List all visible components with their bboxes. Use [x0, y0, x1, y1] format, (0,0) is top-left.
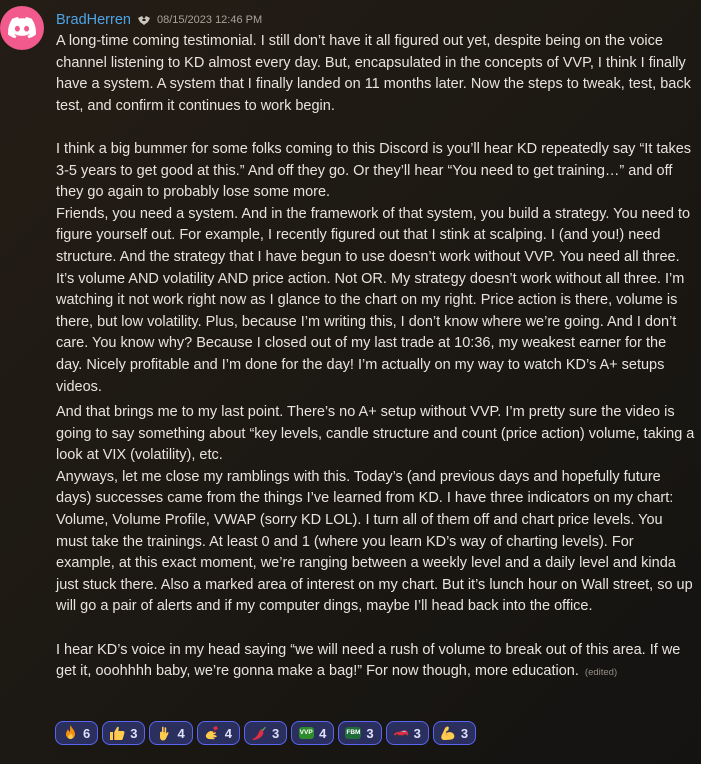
fbm-custom-emoji: FBM: [345, 725, 361, 741]
reactions-bar: [55, 721, 476, 745]
reaction-count: 6: [83, 725, 91, 741]
message-paragraph: Anyways, let me close my ramblings with this. Today’s (and previous days and hopefully future days) successes came from the things I’ve learned from KD. I have three indicators on my chart: Volume, Volume Profile, VWAP (sorry KD LOL). I turn all of them off and chart price levels. You must take the trainings. At least 0 and 1 (where you learn KD’s way of charting levels). For example, at this exact moment, we’re ranging between a weekly level and a daily level and kinda just stuck there. Also a marked area of interest on my chart. But it’s lunch hour on Wall street, so up will go a pair of alerts and if my computer dings, maybe I’ll head back into the office.: [56, 468, 693, 615]
thumbs-up-icon: [109, 725, 125, 741]
vvp-custom-emoji: VVP: [298, 725, 314, 741]
reaction-count: 4: [319, 725, 327, 741]
message-paragraph: A long-time coming testimonial. I still don’t have it all figured out yet, despite being on the voice channel listening to KD almost every day. But, encapsulated in the concepts of VVP, I think I finally have a system. A system that I finally landed on 11 months later. Now the steps to tweak, test, back test, and confirm it continues to work begin.: [56, 33, 691, 114]
message-paragraph: And that brings me to my last point. There’s no A+ setup without VVP. I’m pretty sure the video is going to say something about “key levels, candle structure and count (price action) volume, taking a look at VIX (volatility), etc.: [56, 404, 695, 464]
message-paragraph-text: I hear KD’s voice in my head saying “we will need a rush of volume to break out of this area. If we get it, ooohhhh baby, we’re gonna make a bag!” For now though, more education.: [56, 641, 681, 680]
nail-polish-icon: [204, 725, 220, 741]
flexed-biceps-icon: [440, 725, 456, 741]
reaction-count: 3: [130, 725, 138, 741]
user-badge-icon[interactable]: [137, 14, 151, 26]
message-paragraph: Friends, you need a system. And in the framework of that system, you build a strategy. You need to figure yourself out. For example, I recently figured out that I stink at scalping. I (and you!) need structure. And the strategy that I have begun to use doesn’t work without VVP. You need all three. It’s volume AND volatility AND price action. Not OR. My strategy doesn’t work without all three. I’m watching it not work right now as I glance to the chart on my right. Price action is there, volume is there, but low volatility. Plus, because I’m writing this, I don’t know where we’re going. And I don’t care. You know why? Because I closed out of my last trade at 10:36, my weakest earner for the day. Nicely profitable and I’m done for the day! I’m actually on my way to watch KD’s A+ setups videos.: [56, 205, 691, 395]
reaction-count: 3: [271, 725, 280, 741]
edited-label: (edited): [584, 667, 618, 679]
reaction-count: 3: [460, 725, 469, 741]
reaction-count: 3: [366, 725, 374, 741]
discord-logo-icon: [8, 17, 36, 39]
reaction-crossed-fingers[interactable]: [149, 721, 192, 745]
chili-pepper-icon: [251, 725, 267, 741]
message-timestamp: 08/15/2023 12:46 PM: [156, 14, 263, 26]
reaction-nail-polish[interactable]: [197, 721, 240, 745]
reaction-fbm[interactable]: [338, 721, 381, 745]
message-content: [56, 31, 696, 684]
reaction-red-sports-car[interactable]: [386, 721, 429, 745]
reaction-count: 4: [177, 725, 185, 741]
reaction-flexed-biceps[interactable]: [433, 721, 476, 745]
crossed-fingers-icon: [156, 725, 172, 741]
fire-icon: [62, 725, 78, 741]
reaction-thumbs-up[interactable]: [102, 721, 145, 745]
reaction-fire[interactable]: [55, 721, 98, 745]
username[interactable]: BradHerren: [56, 12, 131, 28]
reaction-vvp[interactable]: [291, 721, 334, 745]
message-paragraph: I think a big bummer for some folks coming to this Discord is you’ll hear KD repeatedly say “It takes 3-5 years to get good at this.” And off they go. Or they’ll hear “You need to get training…” and off they go again to probably lose some more.: [56, 140, 692, 201]
avatar[interactable]: [0, 6, 44, 50]
red-sports-car-icon: [393, 725, 409, 741]
reaction-count: 3: [413, 725, 421, 741]
message-paragraph-last: [56, 640, 696, 684]
message-header: [56, 10, 262, 30]
reaction-count: 4: [224, 725, 232, 741]
reaction-chili-pepper[interactable]: [244, 721, 287, 745]
